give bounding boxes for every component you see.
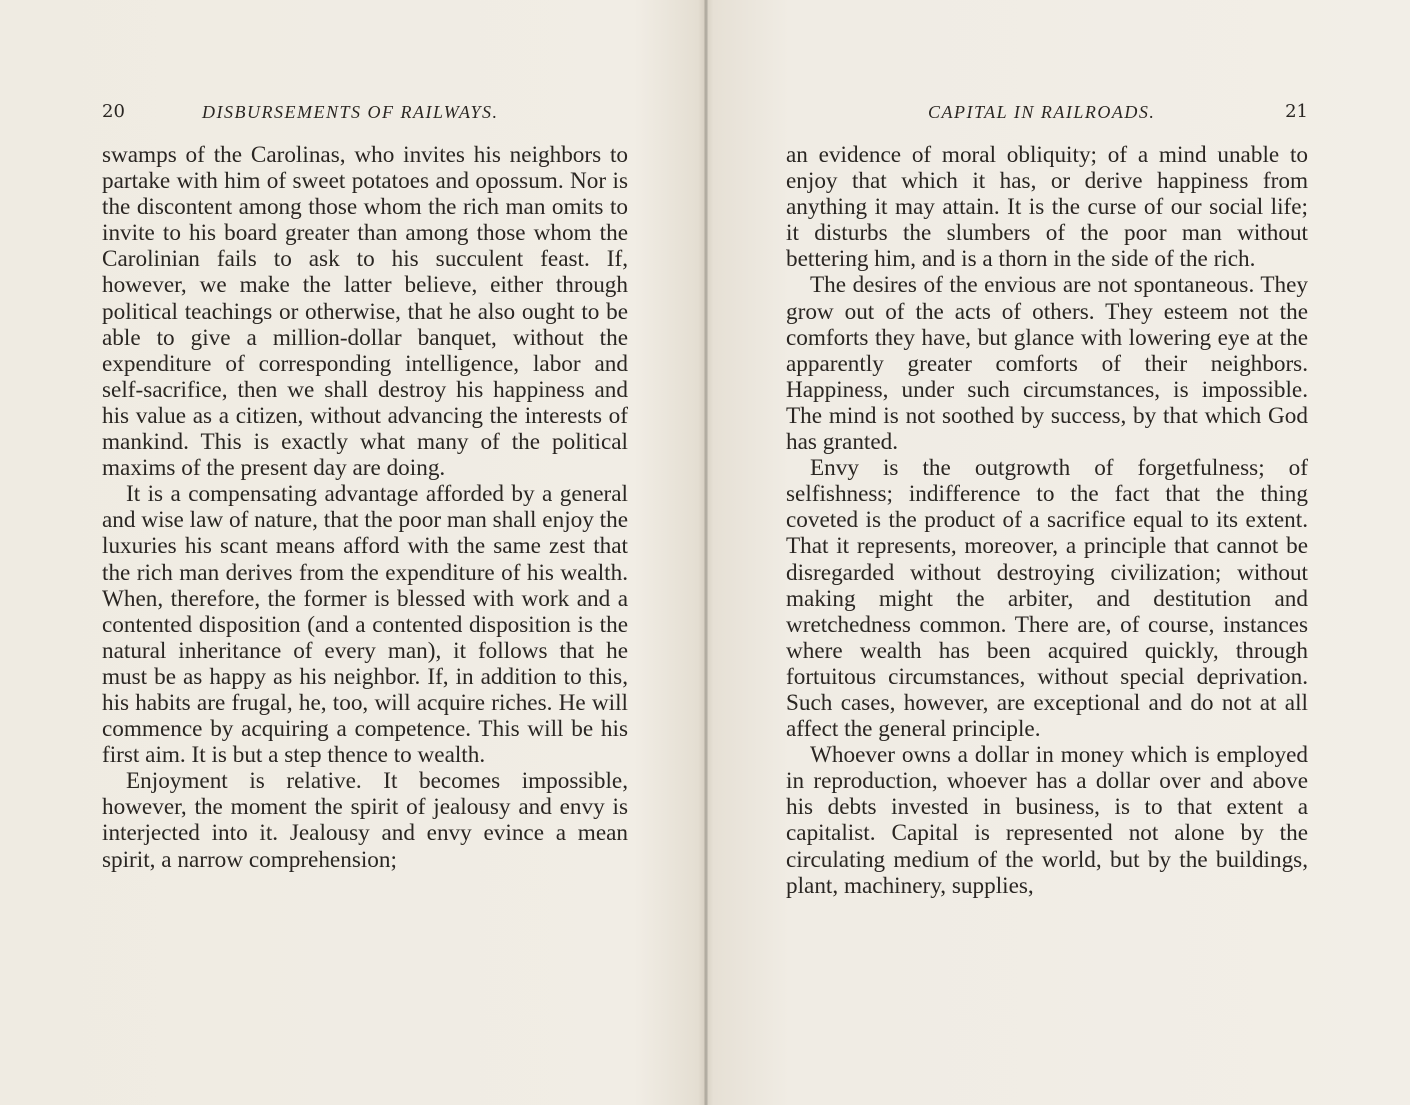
paragraph: The desires of the envious are not spontaneous. They grow out of the acts of others. They esteem not the comforts they have, but glance with lowering eye at the apparently greater comforts of their neighbors. Happiness, under such circumstances, is impossible. The mind is not soothed by success, by that which God has granted. [786,272,1308,456]
right-page-header [786,100,1308,124]
left-running-head: DISBURSEMENTS OF RAILWAYS. [202,102,499,122]
paragraph: Enjoyment is relative. It becomes impossible, however, the moment the spirit of jealousy and envy is interjected into it. Jealousy and envy evince a mean spirit, a narrow comprehension; [102,768,628,873]
paragraph: swamps of the Carolinas, who invites his neighbors to partake with him of sweet potatoes and opossum. Nor is the discontent among those whom the rich man omits to invite to his board greater than among those whom the Carolinian fails to ask to his succulent feast. If, however, we make the latter believe, either through political teachings or otherwise, that he also ought to be able to give a million-dollar banquet, without the expenditure of corresponding intelligence, labor and self-sacrifice, then we shall destroy his happiness and his value as a citizen, without advancing the interests of mankind. This is exactly what many of the political maxims of the present day are doing. [102,142,628,482]
paragraph: an evidence of moral obliquity; of a mind unable to enjoy that which it has, or derive happiness from anything it may attain. It is the curse of our social life; it disturbs the slumbers of the poor man without bettering him, and is a thorn in the side of the rich. [786,142,1308,273]
right-page [708,0,1410,1105]
paragraph: Envy is the outgrowth of forgetfulness; of selfishness; indifference to the fact that the thing coveted is the product of a sacrifice equal to its extent. That it represents, moreover, a principle that cannot be disregarded without destroying civilization; without making might the arbiter, and destitution and wretchedness common. There are, of course, instances where wealth has been acquired quickly, through fortuitous circumstances, without special deprivation. Such cases, however, are exceptional and do not at all affect the general principle. [786,455,1308,743]
paragraph: Whoever owns a dollar in money which is employed in reproduction, whoever has a dollar over and above his debts invested in business, is to that extent a capitalist. Capital is represented not alone by the circulating medium of the world, but by the buildings, plant, machinery, supplies, [786,742,1308,899]
left-page-text [102,142,628,873]
left-page-header [102,100,628,124]
right-running-head: CAPITAL IN RAILROADS. [928,102,1156,122]
left-page-number: 20 [102,101,125,122]
paragraph: It is a compensating advantage afforded by a general and wise law of nature, that the poor man shall enjoy the luxuries his scant means afford with the same zest that the rich man derives from the expenditure of his wealth. When, therefore, the former is blessed with work and a contented disposition (and a contented disposition is the natural inheritance of every man), it follows that he must be as happy as his neighbor. If, in addition to this, his habits are frugal, he, too, will acquire riches. He will commence by acquiring a competence. This will be his first aim. It is but a step thence to wealth. [102,481,628,769]
right-page-text [786,142,1308,899]
right-page-number: 21 [1285,101,1308,122]
